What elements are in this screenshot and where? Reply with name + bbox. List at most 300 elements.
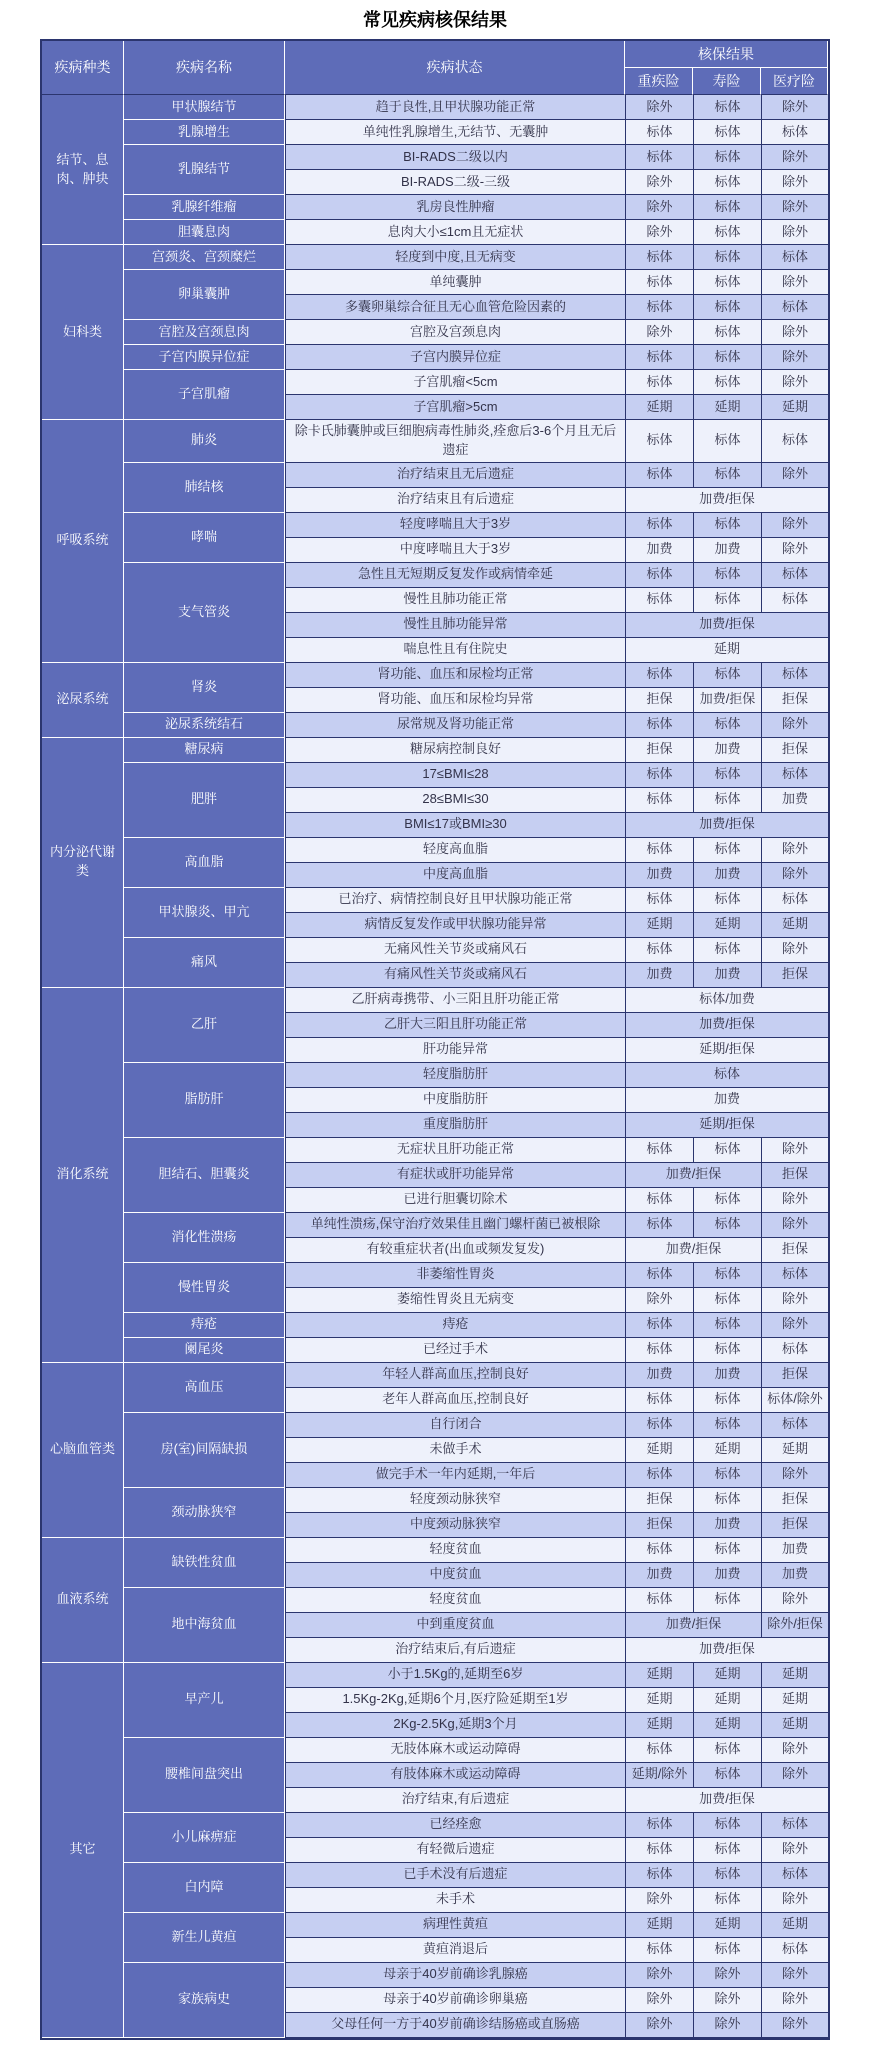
result-cell: 标体 <box>625 888 693 913</box>
disease-status-cell: 未做手术 <box>285 1438 625 1463</box>
result-cell: 除外 <box>761 838 828 863</box>
result-cell: 加费 <box>625 1563 693 1588</box>
result-cell: 加费/拒保 <box>625 613 828 638</box>
table-row <box>42 420 828 463</box>
result-cell: 标体 <box>693 420 761 463</box>
result-cell: 加费/拒保 <box>693 688 761 713</box>
disease-name-cell: 胆囊息肉 <box>124 220 285 245</box>
result-cell: 标体 <box>693 270 761 295</box>
disease-status-cell: 息肉大小≤1cm且无症状 <box>285 220 625 245</box>
result-cell: 延期 <box>761 1438 828 1463</box>
result-cell: 标体 <box>693 1213 761 1238</box>
result-cell: 拒保 <box>625 1488 693 1513</box>
table-row <box>42 370 828 395</box>
header-medical-insurance: 医疗险 <box>761 68 828 95</box>
result-cell: 标体 <box>693 320 761 345</box>
result-cell: 标体 <box>693 345 761 370</box>
result-cell: 标体 <box>693 1188 761 1213</box>
result-cell: 除外 <box>761 513 828 538</box>
result-cell: 拒保 <box>761 1513 828 1538</box>
table-row <box>42 1413 828 1438</box>
result-cell: 标体 <box>693 463 761 488</box>
result-cell: 拒保 <box>625 738 693 763</box>
disease-status-cell: 慢性且肺功能异常 <box>285 613 625 638</box>
disease-status-cell: 有痛风性关节炎或痛风石 <box>285 963 625 988</box>
result-cell: 延期 <box>625 1913 693 1938</box>
result-cell: 标体 <box>625 1838 693 1863</box>
disease-status-cell: 年轻人群高血压,控制良好 <box>285 1363 625 1388</box>
result-cell: 标体 <box>693 295 761 320</box>
result-cell: 标体 <box>761 1813 828 1838</box>
disease-name-cell: 腰椎间盘突出 <box>124 1738 285 1813</box>
result-cell: 标体 <box>625 563 693 588</box>
disease-status-cell: 萎缩性胃炎且无病变 <box>285 1288 625 1313</box>
result-cell: 除外 <box>761 145 828 170</box>
disease-status-cell: 趋于良性,且甲状腺功能正常 <box>285 95 625 120</box>
result-cell: 标体 <box>693 1838 761 1863</box>
table-body <box>42 95 828 2038</box>
disease-status-cell: 乙肝大三阳且肝功能正常 <box>285 1013 625 1038</box>
result-cell: 标体 <box>761 888 828 913</box>
result-cell: 标体 <box>693 938 761 963</box>
table-row <box>42 1338 828 1363</box>
disease-status-cell: 治疗结束后,有后遗症 <box>285 1638 625 1663</box>
result-cell: 加费 <box>693 1563 761 1588</box>
result-cell: 延期 <box>625 1438 693 1463</box>
disease-name-cell: 糖尿病 <box>124 738 285 763</box>
result-cell: 加费 <box>693 1513 761 1538</box>
disease-status-cell: 病理性黄疸 <box>285 1913 625 1938</box>
table-row <box>42 1263 828 1288</box>
result-cell: 除外 <box>761 1288 828 1313</box>
disease-name-cell: 支气管炎 <box>124 563 285 663</box>
result-cell: 除外 <box>761 1313 828 1338</box>
result-cell: 除外 <box>761 1588 828 1613</box>
disease-status-cell: 1.5Kg-2Kg,延期6个月,医疗险延期至1岁 <box>285 1688 625 1713</box>
result-cell: 加费 <box>693 738 761 763</box>
table-row <box>42 513 828 538</box>
disease-status-cell: 2Kg-2.5Kg,延期3个月 <box>285 1713 625 1738</box>
result-cell: 标体 <box>761 120 828 145</box>
table-row <box>42 1213 828 1238</box>
disease-category-cell: 血液系统 <box>42 1538 124 1663</box>
disease-status-cell: 已经痊愈 <box>285 1813 625 1838</box>
result-cell: 标体 <box>693 220 761 245</box>
result-cell: 标体 <box>693 1588 761 1613</box>
disease-status-cell: 子宫肌瘤<5cm <box>285 370 625 395</box>
result-cell: 除外 <box>625 95 693 120</box>
result-cell: 除外 <box>693 1963 761 1988</box>
table-row <box>42 145 828 170</box>
result-cell: 标体/加费 <box>625 988 828 1013</box>
disease-name-cell: 地中海贫血 <box>124 1588 285 1663</box>
disease-name-cell: 肺炎 <box>124 420 285 463</box>
result-cell: 标体 <box>625 1338 693 1363</box>
disease-name-cell: 家族病史 <box>124 1963 285 2038</box>
result-cell: 加费 <box>693 1363 761 1388</box>
result-cell: 标体 <box>693 713 761 738</box>
table-row <box>42 1538 828 1563</box>
disease-status-cell: 痔疮 <box>285 1313 625 1338</box>
disease-status-cell: 中度贫血 <box>285 1563 625 1588</box>
disease-status-cell: 子宫内膜异位症 <box>285 345 625 370</box>
result-cell: 加费/拒保 <box>625 1013 828 1038</box>
result-cell: 拒保 <box>761 738 828 763</box>
disease-status-cell: BI-RADS二级-三级 <box>285 170 625 195</box>
result-cell: 延期 <box>693 1713 761 1738</box>
disease-name-cell: 痔疮 <box>124 1313 285 1338</box>
result-cell: 标体 <box>625 1413 693 1438</box>
table-row <box>42 320 828 345</box>
result-cell: 标体 <box>625 463 693 488</box>
result-cell: 延期 <box>625 395 693 420</box>
disease-name-cell: 泌尿系统结石 <box>124 713 285 738</box>
result-cell: 标体 <box>625 1388 693 1413</box>
disease-status-cell: 母亲于40岁前确诊乳腺癌 <box>285 1963 625 1988</box>
result-cell: 除外 <box>761 345 828 370</box>
disease-status-cell: 小于1.5Kg的,延期至6岁 <box>285 1663 625 1688</box>
disease-name-cell: 高血脂 <box>124 838 285 888</box>
disease-status-cell: 单纯性溃疡,保守治疗效果佳且幽门螺杆菌已被根除 <box>285 1213 625 1238</box>
disease-status-cell: 中到重度贫血 <box>285 1613 625 1638</box>
result-cell: 标体 <box>693 663 761 688</box>
result-cell: 拒保 <box>761 688 828 713</box>
disease-name-cell: 慢性胃炎 <box>124 1263 285 1313</box>
disease-status-cell: 老年人群高血压,控制良好 <box>285 1388 625 1413</box>
result-cell: 除外 <box>625 2013 693 2038</box>
result-cell: 标体 <box>761 1413 828 1438</box>
disease-status-cell: 单纯性乳腺增生,无结节、无囊肿 <box>285 120 625 145</box>
result-cell: 加费 <box>761 1538 828 1563</box>
table-row <box>42 1738 828 1763</box>
result-cell: 标体 <box>625 788 693 813</box>
table-row <box>42 888 828 913</box>
header-result-group: 核保结果 <box>625 41 828 68</box>
header-disease-name: 疾病名称 <box>124 41 285 95</box>
disease-status-cell: 病情反复发作或甲状腺功能异常 <box>285 913 625 938</box>
result-cell: 除外 <box>761 538 828 563</box>
result-cell: 标体 <box>693 195 761 220</box>
result-cell: 除外 <box>693 1988 761 2013</box>
result-cell: 除外 <box>761 1188 828 1213</box>
result-cell: 标体 <box>761 1338 828 1363</box>
result-cell: 标体 <box>693 170 761 195</box>
result-cell: 标体 <box>625 1213 693 1238</box>
disease-status-cell: 做完手术一年内延期,一年后 <box>285 1463 625 1488</box>
result-cell: 标体 <box>761 420 828 463</box>
table-row <box>42 1663 828 1688</box>
table-row <box>42 1913 828 1938</box>
disease-status-cell: 治疗结束且有后遗症 <box>285 488 625 513</box>
result-cell: 标体 <box>761 588 828 613</box>
result-cell: 标体 <box>625 663 693 688</box>
disease-status-cell: BMI≤17或BMI≥30 <box>285 813 625 838</box>
result-cell: 标体 <box>625 513 693 538</box>
result-cell: 标体 <box>693 763 761 788</box>
result-cell: 标体 <box>693 245 761 270</box>
result-cell: 加费/拒保 <box>625 813 828 838</box>
header-disease-status: 疾病状态 <box>285 41 625 95</box>
table-row <box>42 1588 828 1613</box>
result-cell: 标体 <box>625 713 693 738</box>
disease-category-cell: 消化系统 <box>42 988 124 1363</box>
header-critical-illness: 重疾险 <box>625 68 693 95</box>
result-cell: 除外 <box>761 195 828 220</box>
disease-status-cell: 无肢体麻木或运动障碍 <box>285 1738 625 1763</box>
disease-status-cell: 未手术 <box>285 1888 625 1913</box>
result-cell: 延期 <box>761 1913 828 1938</box>
result-cell: 除外 <box>761 1463 828 1488</box>
result-cell: 标体 <box>693 1738 761 1763</box>
disease-status-cell: BI-RADS二级以内 <box>285 145 625 170</box>
result-cell: 除外 <box>625 1988 693 2013</box>
result-cell: 延期 <box>693 1663 761 1688</box>
result-cell: 标体 <box>761 663 828 688</box>
table-row <box>42 1063 828 1088</box>
disease-status-cell: 已进行胆囊切除术 <box>285 1188 625 1213</box>
disease-status-cell: 有症状或肝功能异常 <box>285 1163 625 1188</box>
result-cell: 延期 <box>761 1663 828 1688</box>
result-cell: 除外 <box>625 1288 693 1313</box>
disease-status-cell: 肾功能、血压和尿检均异常 <box>285 688 625 713</box>
result-cell: 标体 <box>761 1938 828 1963</box>
disease-name-cell: 哮喘 <box>124 513 285 563</box>
table-row <box>42 120 828 145</box>
disease-status-cell: 治疗结束且无后遗症 <box>285 463 625 488</box>
disease-category-cell: 其它 <box>42 1663 124 2038</box>
result-cell: 延期 <box>625 1713 693 1738</box>
result-cell: 标体 <box>693 888 761 913</box>
table-row <box>42 1138 828 1163</box>
result-cell: 加费 <box>625 538 693 563</box>
result-cell: 加费 <box>693 963 761 988</box>
disease-status-cell: 已治疗、病情控制良好且甲状腺功能正常 <box>285 888 625 913</box>
result-cell: 标体 <box>693 1763 761 1788</box>
result-cell: 除外 <box>761 938 828 963</box>
result-cell: 标体 <box>693 1263 761 1288</box>
disease-status-cell: 单纯囊肿 <box>285 270 625 295</box>
result-cell: 标体 <box>693 1888 761 1913</box>
disease-status-cell: 母亲于40岁前确诊卵巢癌 <box>285 1988 625 2013</box>
disease-status-cell: 肾功能、血压和尿检均正常 <box>285 663 625 688</box>
disease-status-cell: 有肢体麻木或运动障碍 <box>285 1763 625 1788</box>
result-cell: 标体 <box>693 1138 761 1163</box>
result-cell: 除外 <box>761 1988 828 2013</box>
result-cell: 延期 <box>625 1663 693 1688</box>
disease-status-cell: 无症状且肝功能正常 <box>285 1138 625 1163</box>
result-cell: 加费 <box>761 788 828 813</box>
table-row <box>42 1363 828 1388</box>
disease-name-cell: 小儿麻痹症 <box>124 1813 285 1863</box>
disease-name-cell: 肥胖 <box>124 763 285 838</box>
table-row <box>42 245 828 270</box>
result-cell: 加费 <box>625 863 693 888</box>
result-cell: 延期 <box>693 1688 761 1713</box>
result-cell: 除外 <box>761 1138 828 1163</box>
disease-name-cell: 子宫肌瘤 <box>124 370 285 420</box>
disease-name-cell: 房(室)间隔缺损 <box>124 1413 285 1488</box>
disease-category-cell: 泌尿系统 <box>42 663 124 738</box>
result-cell: 标体 <box>625 420 693 463</box>
page-title: 常见疾病核保结果 <box>363 10 507 30</box>
result-cell: 拒保 <box>761 1163 828 1188</box>
disease-name-cell: 消化性溃疡 <box>124 1213 285 1263</box>
table-row <box>42 1488 828 1513</box>
disease-name-cell: 白内障 <box>124 1863 285 1913</box>
result-cell: 加费/拒保 <box>625 1638 828 1663</box>
table-row <box>42 1313 828 1338</box>
disease-status-cell: 多囊卵巢综合征且无心血管危险因素的 <box>285 295 625 320</box>
result-cell: 标体 <box>625 1313 693 1338</box>
result-cell: 标体 <box>693 370 761 395</box>
table-row <box>42 713 828 738</box>
result-cell: 标体 <box>625 295 693 320</box>
result-cell: 延期 <box>625 913 693 938</box>
disease-status-cell: 轻度哮喘且大于3岁 <box>285 513 625 538</box>
result-cell: 标体 <box>625 938 693 963</box>
result-cell: 除外 <box>761 1838 828 1863</box>
result-cell: 除外 <box>761 713 828 738</box>
disease-status-cell: 父母任何一方于40岁前确诊结肠癌或直肠癌 <box>285 2013 625 2038</box>
result-cell: 除外 <box>625 320 693 345</box>
result-cell: 标体 <box>625 763 693 788</box>
result-cell: 标体 <box>693 1863 761 1888</box>
disease-category-cell: 结节、息肉、肿块 <box>42 95 124 245</box>
result-cell: 加费 <box>693 538 761 563</box>
disease-name-cell: 乳腺结节 <box>124 145 285 195</box>
result-cell: 除外 <box>761 2013 828 2038</box>
result-cell: 标体 <box>625 145 693 170</box>
result-cell: 标体 <box>625 1188 693 1213</box>
disease-name-cell: 早产儿 <box>124 1663 285 1738</box>
table-row <box>42 838 828 863</box>
result-cell: 标体 <box>625 120 693 145</box>
result-cell: 标体 <box>625 245 693 270</box>
disease-status-cell: 糖尿病控制良好 <box>285 738 625 763</box>
disease-name-cell: 甲状腺结节 <box>124 95 285 120</box>
result-cell: 标体 <box>693 1938 761 1963</box>
disease-status-cell: 慢性且肺功能正常 <box>285 588 625 613</box>
result-cell: 标体 <box>693 1463 761 1488</box>
disease-name-cell: 宫颈炎、宫颈糜烂 <box>124 245 285 270</box>
table-row <box>42 345 828 370</box>
disease-status-cell: 喘息性且有住院史 <box>285 638 625 663</box>
table-row <box>42 270 828 295</box>
result-cell: 除外 <box>761 320 828 345</box>
result-cell: 拒保 <box>625 1513 693 1538</box>
result-cell: 标体 <box>625 270 693 295</box>
result-cell: 除外 <box>761 863 828 888</box>
result-cell: 除外 <box>761 1213 828 1238</box>
disease-status-cell: 轻度到中度,且无病变 <box>285 245 625 270</box>
disease-status-cell: 重度脂肪肝 <box>285 1113 625 1138</box>
result-cell: 除外 <box>761 1763 828 1788</box>
result-cell: 除外 <box>761 463 828 488</box>
result-cell: 标体 <box>625 1138 693 1163</box>
result-cell: 标体 <box>693 1488 761 1513</box>
result-cell: 延期 <box>625 1688 693 1713</box>
disease-status-cell: 轻度高血脂 <box>285 838 625 863</box>
disease-status-cell: 有较重症状者(出血或频发复发) <box>285 1238 625 1263</box>
disease-status-cell: 急性且无短期反复发作或病情牵延 <box>285 563 625 588</box>
result-cell: 加费 <box>625 1363 693 1388</box>
result-cell: 标体 <box>693 513 761 538</box>
result-cell: 加费/拒保 <box>625 1788 828 1813</box>
result-cell: 标体 <box>693 1338 761 1363</box>
disease-status-cell: 乳房良性肿瘤 <box>285 195 625 220</box>
disease-status-cell: 轻度贫血 <box>285 1588 625 1613</box>
result-cell: 延期 <box>761 1688 828 1713</box>
disease-name-cell: 痛风 <box>124 938 285 988</box>
result-cell: 标体 <box>625 1863 693 1888</box>
table-row <box>42 195 828 220</box>
disease-name-cell: 胆结石、胆囊炎 <box>124 1138 285 1213</box>
disease-status-cell: 肝功能异常 <box>285 1038 625 1063</box>
table-row <box>42 1963 828 1988</box>
result-cell: 除外 <box>625 1888 693 1913</box>
result-cell: 标体 <box>625 1813 693 1838</box>
underwriting-table <box>40 39 830 2040</box>
result-cell: 标体 <box>761 245 828 270</box>
table-row <box>42 1813 828 1838</box>
result-cell: 标体 <box>693 1813 761 1838</box>
result-cell: 标体 <box>625 588 693 613</box>
disease-status-cell: 轻度脂肪肝 <box>285 1063 625 1088</box>
disease-category-cell: 妇科类 <box>42 245 124 420</box>
disease-status-cell: 乙肝病毒携带、小三阳且肝功能正常 <box>285 988 625 1013</box>
disease-name-cell: 高血压 <box>124 1363 285 1413</box>
disease-name-cell: 宫腔及宫颈息肉 <box>124 320 285 345</box>
result-cell: 标体 <box>625 1463 693 1488</box>
result-cell: 标体 <box>625 345 693 370</box>
result-cell: 标体 <box>761 763 828 788</box>
disease-status-cell: 中度颈动脉狭窄 <box>285 1513 625 1538</box>
result-cell: 加费 <box>693 863 761 888</box>
header-disease-category: 疾病种类 <box>42 41 124 95</box>
result-cell: 标体 <box>693 1538 761 1563</box>
result-cell: 除外 <box>761 1738 828 1763</box>
result-cell: 加费 <box>761 1563 828 1588</box>
table-row <box>42 1863 828 1888</box>
result-cell: 除外 <box>693 2013 761 2038</box>
result-cell: 标体 <box>761 563 828 588</box>
result-cell: 除外 <box>625 1963 693 1988</box>
result-cell: 延期 <box>761 395 828 420</box>
result-cell: 延期 <box>693 913 761 938</box>
result-cell: 标体/除外 <box>761 1388 828 1413</box>
result-cell: 除外/拒保 <box>761 1613 828 1638</box>
result-cell: 标体 <box>761 295 828 320</box>
result-cell: 标体 <box>761 1863 828 1888</box>
disease-category-cell: 内分泌代谢类 <box>42 738 124 988</box>
result-cell: 加费/拒保 <box>625 1163 761 1188</box>
disease-name-cell: 卵巢囊肿 <box>124 270 285 320</box>
result-cell: 延期 <box>693 1913 761 1938</box>
result-cell: 拒保 <box>761 963 828 988</box>
result-cell: 延期 <box>693 1438 761 1463</box>
disease-name-cell: 肾炎 <box>124 663 285 713</box>
result-cell: 延期/除外 <box>625 1763 693 1788</box>
result-cell: 延期 <box>625 638 828 663</box>
result-cell: 标体 <box>625 1263 693 1288</box>
result-cell: 除外 <box>761 1888 828 1913</box>
result-cell: 标体 <box>625 838 693 863</box>
result-cell: 延期/拒保 <box>625 1113 828 1138</box>
disease-status-cell: 治疗结束,有后遗症 <box>285 1788 625 1813</box>
result-cell: 加费 <box>625 1088 828 1113</box>
disease-name-cell: 缺铁性贫血 <box>124 1538 285 1588</box>
result-cell: 加费/拒保 <box>625 1613 761 1638</box>
